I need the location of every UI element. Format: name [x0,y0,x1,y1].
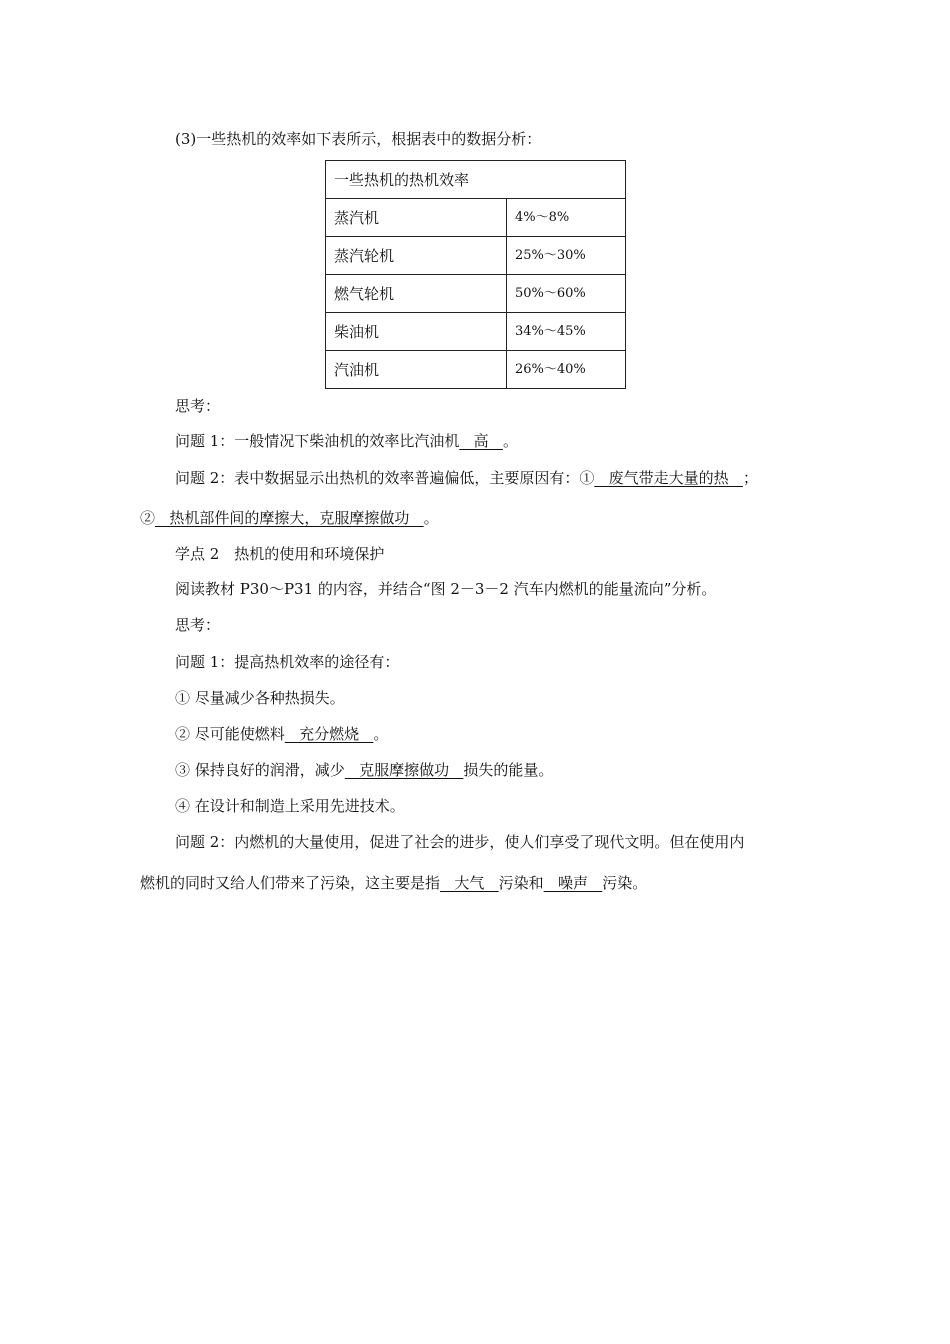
question-2-continued: ② 热机部件间的摩擦大，克服摩擦做功 。 [140,509,439,527]
answer-blank: 热机部件间的摩擦大，克服摩擦做功 [155,509,424,527]
answer-blank: 废气带走大量的热 [594,469,743,487]
table-row [326,313,626,351]
answer-blank: 高 [459,432,503,450]
think-label-2: 思考： [175,616,221,634]
engine-efficiency: 26%～40% [507,351,626,389]
table-row [326,237,626,275]
engine-name: 蒸汽机 [326,199,507,237]
list-item: ④ 在设计和制造上采用先进技术。 [175,797,405,815]
question-3: 问题 1：提高热机效率的途径有： [175,653,400,671]
question-2: 问题 2：表中数据显示出热机的效率普遍偏低，主要原因有：① 废气带走大量的热 ； [175,469,758,487]
think-label-1: 思考： [175,397,221,415]
answer-blank: 噪声 [543,874,603,892]
answer-blank: 充分燃烧 [284,725,374,743]
question-4: 问题 2：内燃机的大量使用，促进了社会的进步，使人们享受了现代文明。但在使用内 [175,833,745,851]
engine-name: 柴油机 [326,313,507,351]
table-header: 一些热机的热机效率 [326,161,626,199]
engine-name: 汽油机 [326,351,507,389]
efficiency-table [325,160,626,389]
answer-blank: 克服摩擦做功 [344,761,464,779]
engine-name: 蒸汽轮机 [326,237,507,275]
answer-blank: 大气 [440,874,499,892]
question-1: 问题 1：一般情况下柴油机的效率比汽油机 高 。 [175,432,518,450]
list-item: ③ 保持良好的润滑，减少 克服摩擦做功 损失的能量。 [175,761,554,779]
question-4-continued: 燃机的同时又给人们带来了污染，这主要是指 大气 污染和 噪声 污染。 [140,874,648,892]
engine-efficiency: 34%～45% [507,313,626,351]
engine-name: 燃气轮机 [326,275,507,313]
list-item: ② 尽可能使燃料 充分燃烧 。 [175,725,389,743]
engine-efficiency: 50%～60% [507,275,626,313]
section-heading: 学点 2 热机的使用和环境保护 [175,545,385,563]
table-intro: (3)一些热机的效率如下表所示，根据表中的数据分析： [175,130,542,148]
table-row [326,275,626,313]
table-row [326,199,626,237]
reading-instruction: 阅读教材 P30～P31 的内容，并结合“图 2－3－2 汽车内燃机的能量流向”分析。 [175,580,717,598]
list-item: ① 尽量减少各种热损失。 [175,689,345,707]
table-header-row [326,161,626,199]
engine-efficiency: 25%～30% [507,237,626,275]
table-row [326,351,626,389]
engine-efficiency: 4%～8% [507,199,626,237]
